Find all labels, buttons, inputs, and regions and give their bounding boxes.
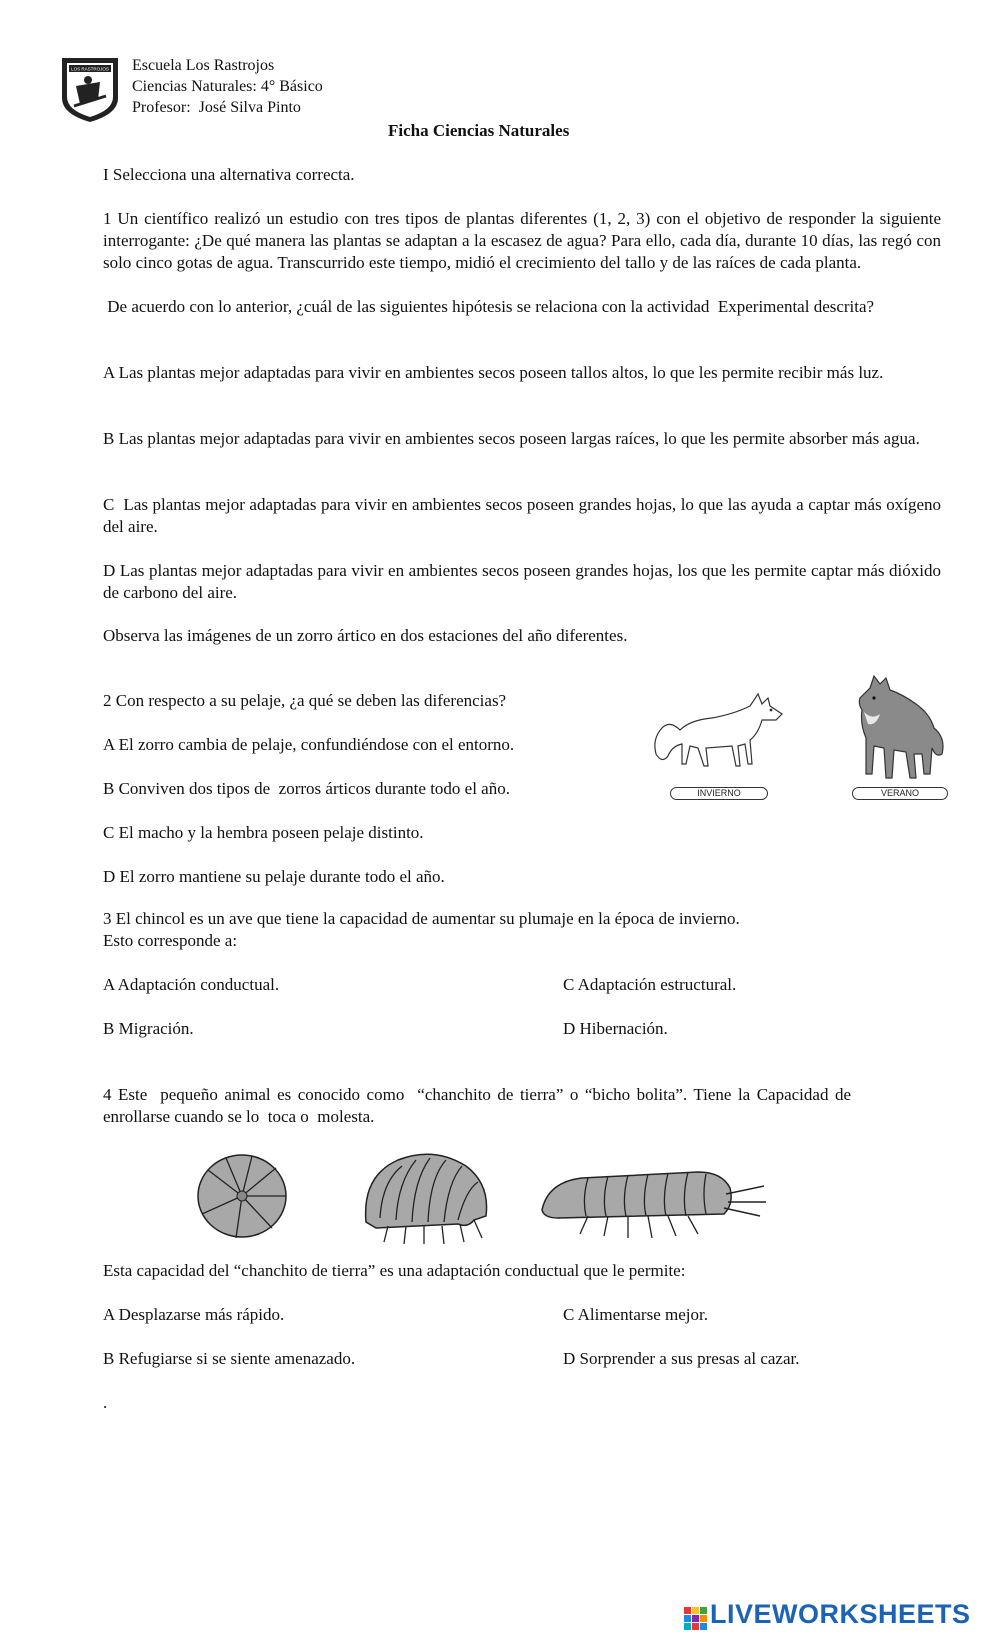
isopod-walking-image (538, 1158, 768, 1242)
q3-option-d[interactable]: D Hibernación. (563, 1019, 668, 1038)
q4-option-a[interactable]: A Desplazarse más rápido. (103, 1305, 285, 1324)
school-logo (58, 56, 122, 124)
q3-option-a[interactable]: A Adaptación conductual. (103, 975, 280, 994)
section-instruction: I Selecciona una alternativa correcta. (103, 165, 355, 184)
q2-option-a[interactable]: A El zorro cambia de pelaje, confundiéndose con el entorno. (103, 735, 515, 754)
brand-name[interactable]: LIVEWORKSHEETS (710, 1599, 971, 1629)
summer-fox-image (850, 674, 950, 784)
isopod-rolled-image (196, 1152, 288, 1240)
school-name: Escuela Los Rastrojos (132, 57, 275, 74)
q2-text: 2 Con respecto a su pelaje, ¿a qué se deben las diferencias? (103, 691, 507, 710)
label-summer: VERANO (852, 787, 948, 800)
q4-option-d[interactable]: D Sorprender a sus presas al cazar. (563, 1349, 800, 1368)
q4-question: Esta capacidad del “chanchito de tierra” es una adaptación conductual que le permite: (103, 1261, 686, 1280)
end-mark: . (103, 1393, 108, 1412)
q1-option-c[interactable]: C Las plantas mejor adaptadas para vivir en ambientes secos poseen grandes hojas, lo que las ayuda a captar más oxígeno del aire. (103, 495, 946, 536)
subject-line: Ciencias Naturales: 4° Básico (132, 78, 323, 95)
q1-option-a[interactable]: A Las plantas mejor adaptadas para vivir en ambientes secos poseen tallos altos, lo que les permite recibir más luz. (103, 363, 884, 382)
label-winter: INVIERNO (670, 787, 768, 800)
q4-option-c[interactable]: C Alimentarse mejor. (563, 1305, 708, 1324)
logo-text: LOS RASTROJOS (71, 66, 109, 72)
isopod-curling-image (358, 1146, 498, 1246)
q2-option-b[interactable]: B Conviven dos tipos de zorros árticos durante todo el año. (103, 779, 510, 798)
winter-fox-image (650, 684, 790, 784)
q4-text: 4 Este pequeño animal es conocido como “chanchito de tierra” o “bicho bolita”. Tiene la Capacidad de enrollarse cuando se lo toca o molesta. (103, 1085, 856, 1126)
q3-line1: 3 El chincol es un ave que tiene la capacidad de aumentar su plumaje en la época de invierno. (103, 909, 740, 928)
q1-prompt: De acuerdo con lo anterior, ¿cuál de las siguientes hipótesis se relaciona con la actividad Experimental descrita? (103, 297, 875, 316)
q3-line2: Esto corresponde a: (103, 931, 238, 950)
q2-option-c[interactable]: C El macho y la hembra poseen pelaje distinto. (103, 823, 424, 842)
q1-text: 1 Un científico realizó un estudio con tres tipos de plantas diferentes (1, 2, 3) con el objetivo de responder la siguiente interrogante: ¿De qué manera las plantas se adaptan a la escasez de agua? Para ello, cada día, durante 10 días, las regó con solo cinco gotas de agua. Transcurrido este tiempo, midió el crecimiento del tallo y de las raíces de cada planta. (103, 209, 941, 272)
brand-icon (684, 1607, 708, 1631)
q1-option-d[interactable]: D Las plantas mejor adaptadas para vivir en ambientes secos poseen grandes hojas, los que les permite captar más dióxido de carbono del aire. (103, 561, 941, 602)
observe-instruction: Observa las imágenes de un zorro ártico en dos estaciones del año diferentes. (103, 626, 628, 645)
q1-option-b[interactable]: B Las plantas mejor adaptadas para vivir en ambientes secos poseen largas raíces, lo que les permite absorber más agua. (103, 429, 920, 448)
q3-option-c[interactable]: C Adaptación estructural. (563, 975, 737, 994)
q3-option-b[interactable]: B Migración. (103, 1019, 194, 1038)
q4-option-b[interactable]: B Refugiarse si se siente amenazado. (103, 1349, 356, 1368)
liveworksheets-logo (684, 1599, 971, 1635)
page-title: Ficha Ciencias Naturales (388, 121, 570, 140)
q2-option-d[interactable]: D El zorro mantiene su pelaje durante todo el año. (103, 867, 445, 886)
teacher-line: Profesor: José Silva Pinto (132, 99, 301, 116)
